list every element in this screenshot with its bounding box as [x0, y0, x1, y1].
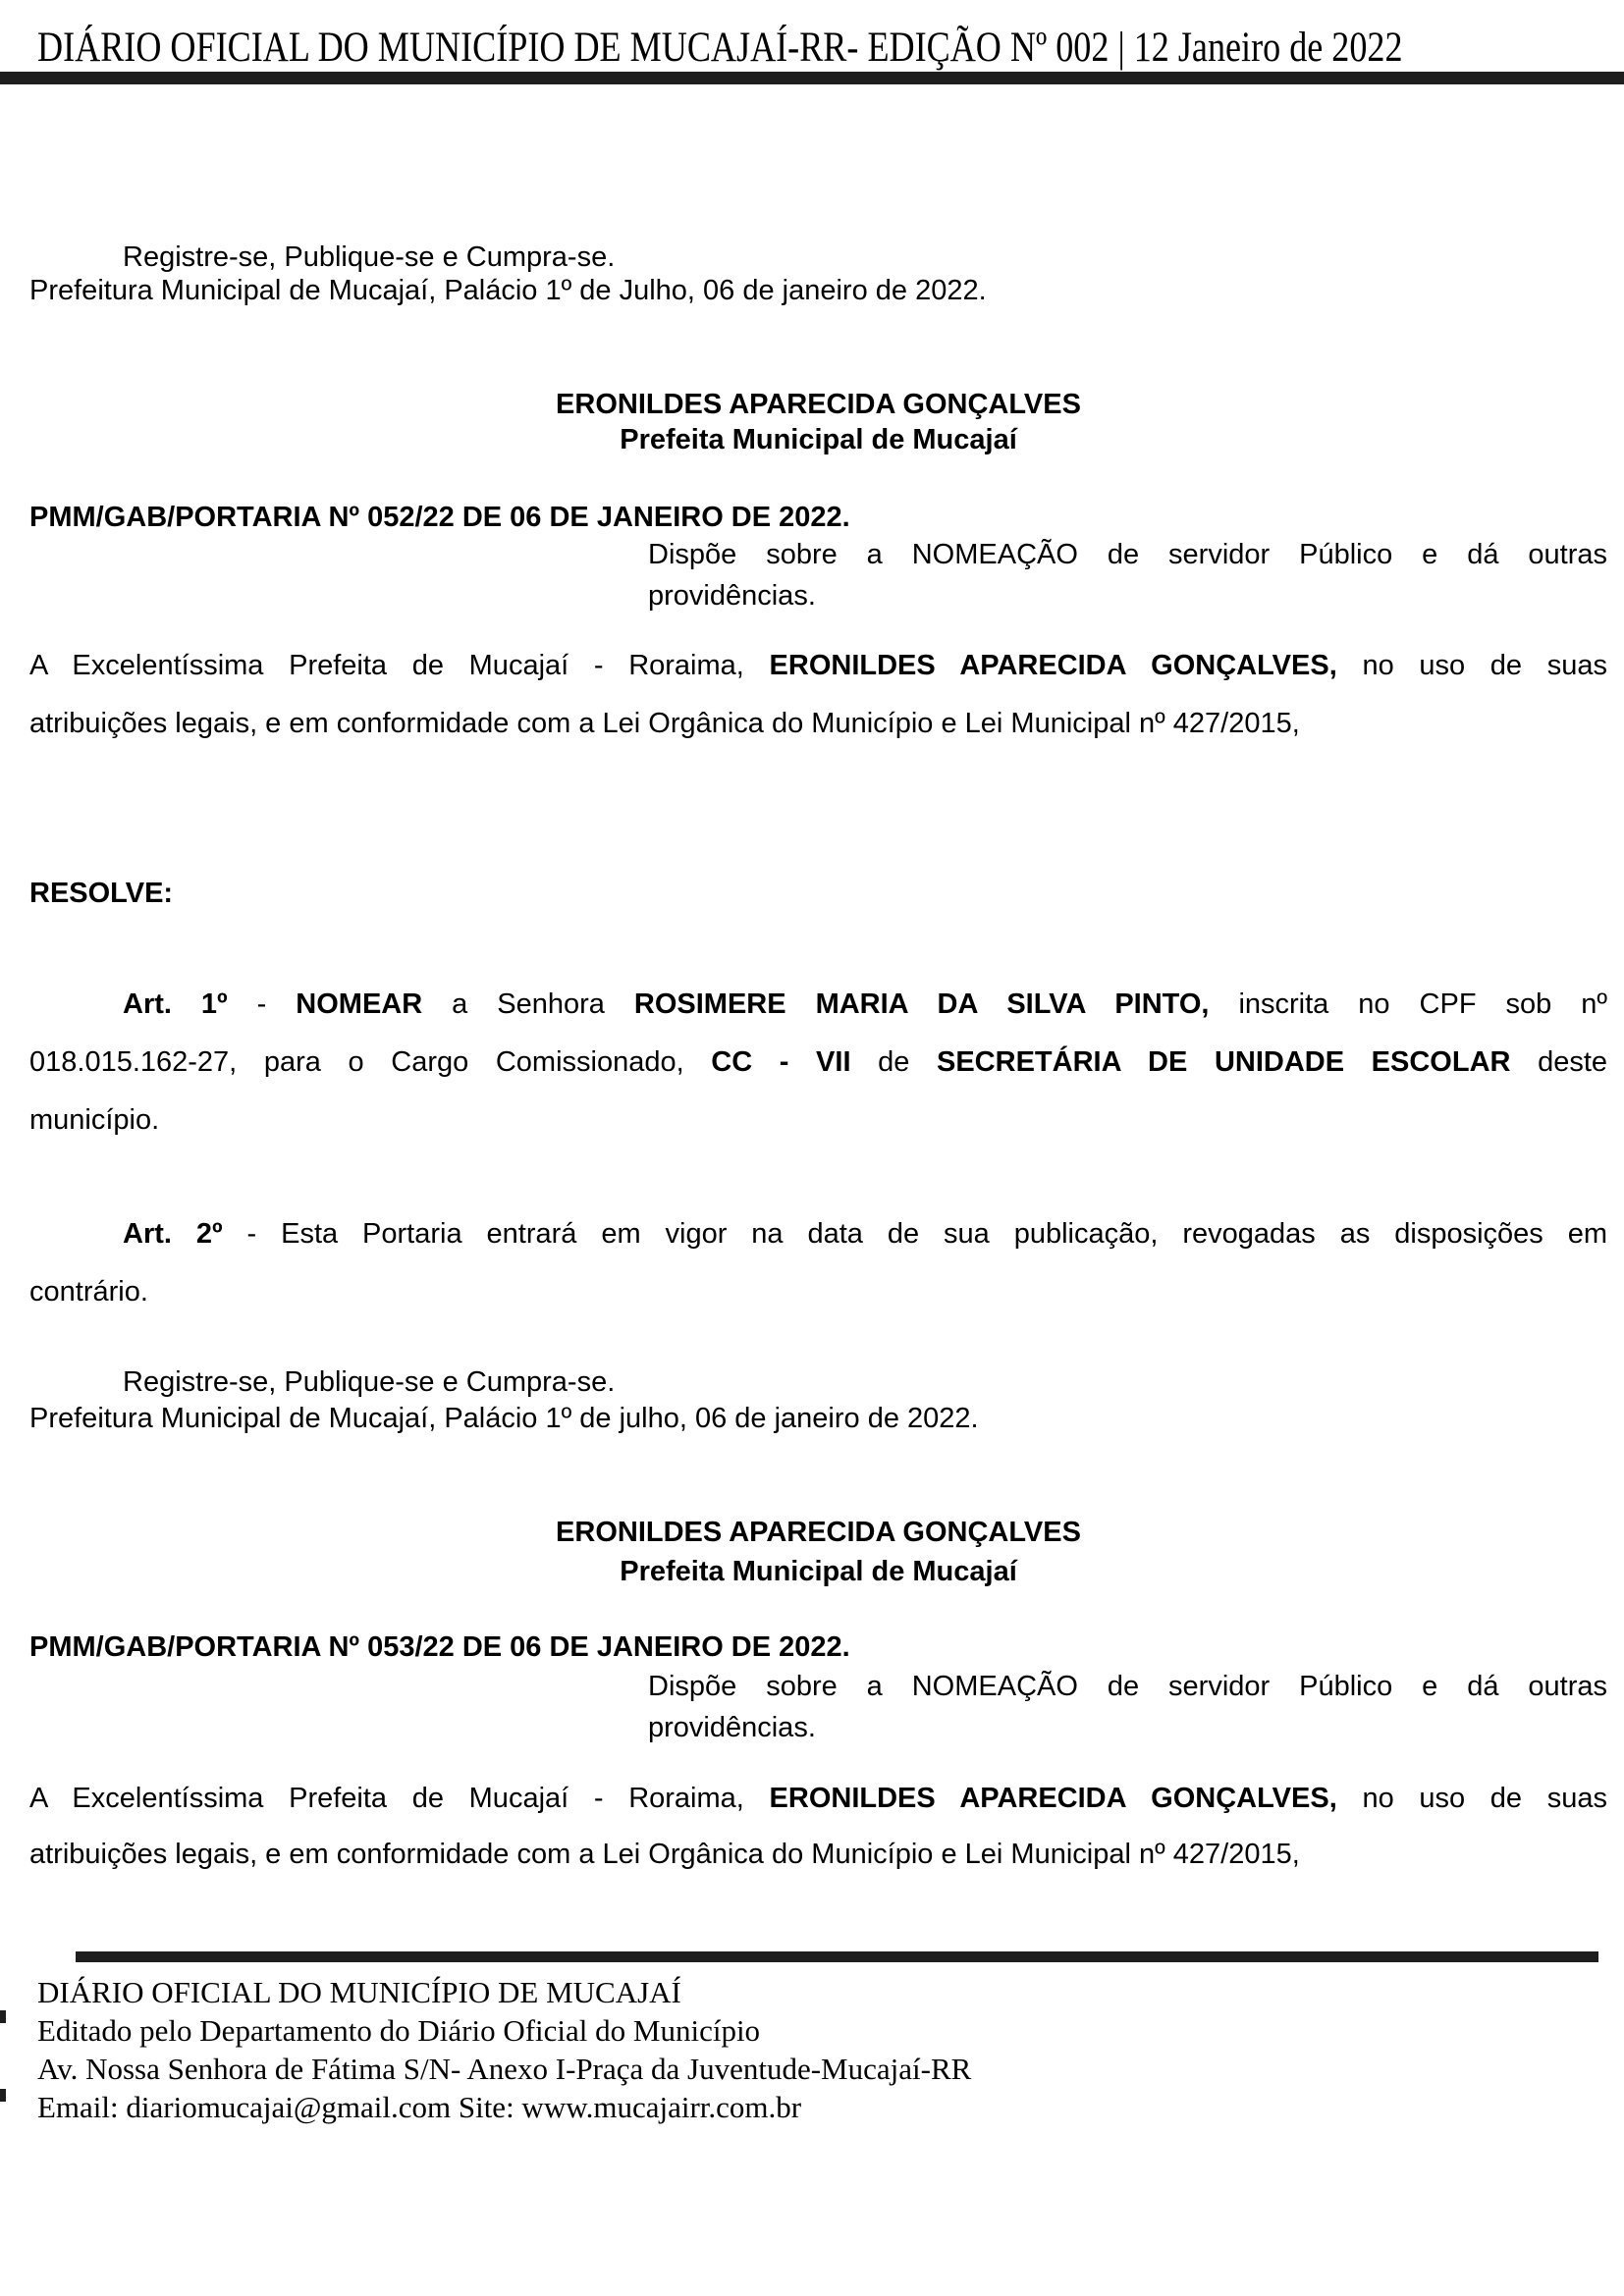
artigo-2-block	[29, 1205, 1607, 1321]
footer-contact-line: Email: diariomucajai@gmail.com Site: www.mucajairr.com.br	[37, 2090, 802, 2124]
signature-block-1	[29, 387, 1607, 457]
footer-editor-line: Editado pelo Departamento do Diário Oficial do Município	[37, 2013, 761, 2048]
closing-block-1	[29, 240, 1607, 307]
closing-line: Registre-se, Publique-se e Cumpra-se.	[123, 241, 616, 273]
artigo-1-text: 018.015.162-27, para o Cargo Comissionado,	[29, 1046, 712, 1078]
footer-address-line: Av. Nossa Senhora de Fátima S/N- Anexo I-Praça da Juventude-Mucajaí-RR	[37, 2052, 972, 2086]
ementa-line: providências.	[648, 1712, 816, 1743]
artigo-1-line: município.	[29, 1104, 160, 1136]
masthead-title: DIÁRIO OFICIAL DO MUNICÍPIO DE MUCAJAÍ-RR- EDIÇÃO Nº 002 | 12 Janeiro de 2022	[37, 25, 1403, 71]
artigo-1-text: inscrita no CPF sob nº	[1209, 988, 1607, 1020]
preambulo-line: atribuições legais, e em conformidade com a Lei Orgânica do Município e Lei Municipal nº 427/2015,	[29, 1839, 1300, 1870]
artigo-1-line	[29, 1034, 1607, 1092]
preambulo-line	[29, 637, 1607, 695]
preambulo-block-2	[29, 1771, 1607, 1883]
artigo-2-text: - Esta Portaria entrará em vigor na data de sua publicação, revogadas as disposições em	[222, 1218, 1607, 1250]
portaria-052-title: PMM/GAB/PORTARIA Nº 052/22 DE 06 DE JANEIRO DE 2022.	[29, 502, 850, 533]
header-divider-bar	[0, 72, 1624, 84]
preambulo-line	[29, 1771, 1607, 1827]
scan-artifact	[0, 2089, 6, 2102]
artigo-1-text: -	[227, 988, 297, 1020]
signature-block-2	[29, 1513, 1607, 1591]
footer-gazette-name: DIÁRIO OFICIAL DO MUNICÍPIO DE MUCAJAÍ	[37, 1975, 681, 2009]
preambulo-text: A Excelentíssima Prefeita de Mucajaí - Roraima,	[29, 650, 770, 681]
artigo-1-text: deste	[1510, 1046, 1608, 1078]
preambulo-text: A Excelentíssima Prefeita de Mucajaí - Roraima,	[29, 1783, 770, 1814]
footer-divider-bar	[76, 1951, 1598, 1962]
preambulo-bold-name: ERONILDES APARECIDA GONÇALVES,	[769, 650, 1337, 681]
preambulo-text: no uso de suas	[1336, 1783, 1607, 1814]
ementa-line: Dispõe sobre a NOMEAÇÃO de servidor Público e dá outras	[648, 1671, 1607, 1702]
ementa-block-1	[648, 534, 1607, 616]
artigo-1-num: Art. 1º	[123, 988, 228, 1020]
closing-line: Registre-se, Publique-se e Cumpra-se.	[123, 1366, 616, 1398]
artigo-2-line: contrário.	[29, 1276, 148, 1308]
footer-block	[37, 1973, 1589, 2126]
artigo-1-cargo-name: SECRETÁRIA DE UNIDADE ESCOLAR	[937, 1046, 1511, 1078]
preambulo-bold-name: ERONILDES APARECIDA GONÇALVES,	[769, 1783, 1337, 1814]
resolve-heading: RESOLVE:	[29, 878, 174, 909]
artigo-1-verb: NOMEAR	[296, 988, 423, 1020]
signature-name: ERONILDES APARECIDA GONÇALVES	[556, 389, 1081, 420]
artigo-2-num: Art. 2º	[123, 1218, 223, 1250]
artigo-1-text: de	[850, 1046, 937, 1078]
preambulo-block-1	[29, 637, 1607, 753]
artigo-1-block	[29, 976, 1607, 1149]
closing-block-2	[29, 1364, 1607, 1437]
preambulo-text: no uso de suas	[1336, 650, 1607, 681]
scan-artifact	[0, 2010, 6, 2023]
artigo-1-person-name: ROSIMERE MARIA DA SILVA PINTO,	[633, 988, 1210, 1020]
preambulo-line: atribuições legais, e em conformidade com a Lei Orgânica do Município e Lei Municipal nº 427/2015,	[29, 708, 1300, 739]
signature-role: Prefeita Municipal de Mucajaí	[620, 424, 1017, 455]
artigo-2-line	[29, 1205, 1607, 1263]
artigo-1-line	[29, 976, 1607, 1034]
portaria-053-title: PMM/GAB/PORTARIA Nº 053/22 DE 06 DE JANEIRO DE 2022.	[29, 1631, 850, 1663]
ementa-line: providências.	[648, 580, 816, 612]
closing-line: Prefeitura Municipal de Mucajaí, Palácio 1º de julho, 06 de janeiro de 2022.	[29, 1403, 979, 1434]
artigo-1-cargo-code: CC - VII	[711, 1046, 851, 1078]
signature-role: Prefeita Municipal de Mucajaí	[620, 1556, 1017, 1587]
ementa-block-2	[648, 1666, 1607, 1748]
ementa-line: Dispõe sobre a NOMEAÇÃO de servidor Público e dá outras	[648, 539, 1607, 570]
closing-line: Prefeitura Municipal de Mucajaí, Palácio 1º de Julho, 06 de janeiro de 2022.	[29, 275, 987, 306]
artigo-1-text: a Senhora	[422, 988, 634, 1020]
signature-name: ERONILDES APARECIDA GONÇALVES	[556, 1517, 1081, 1548]
